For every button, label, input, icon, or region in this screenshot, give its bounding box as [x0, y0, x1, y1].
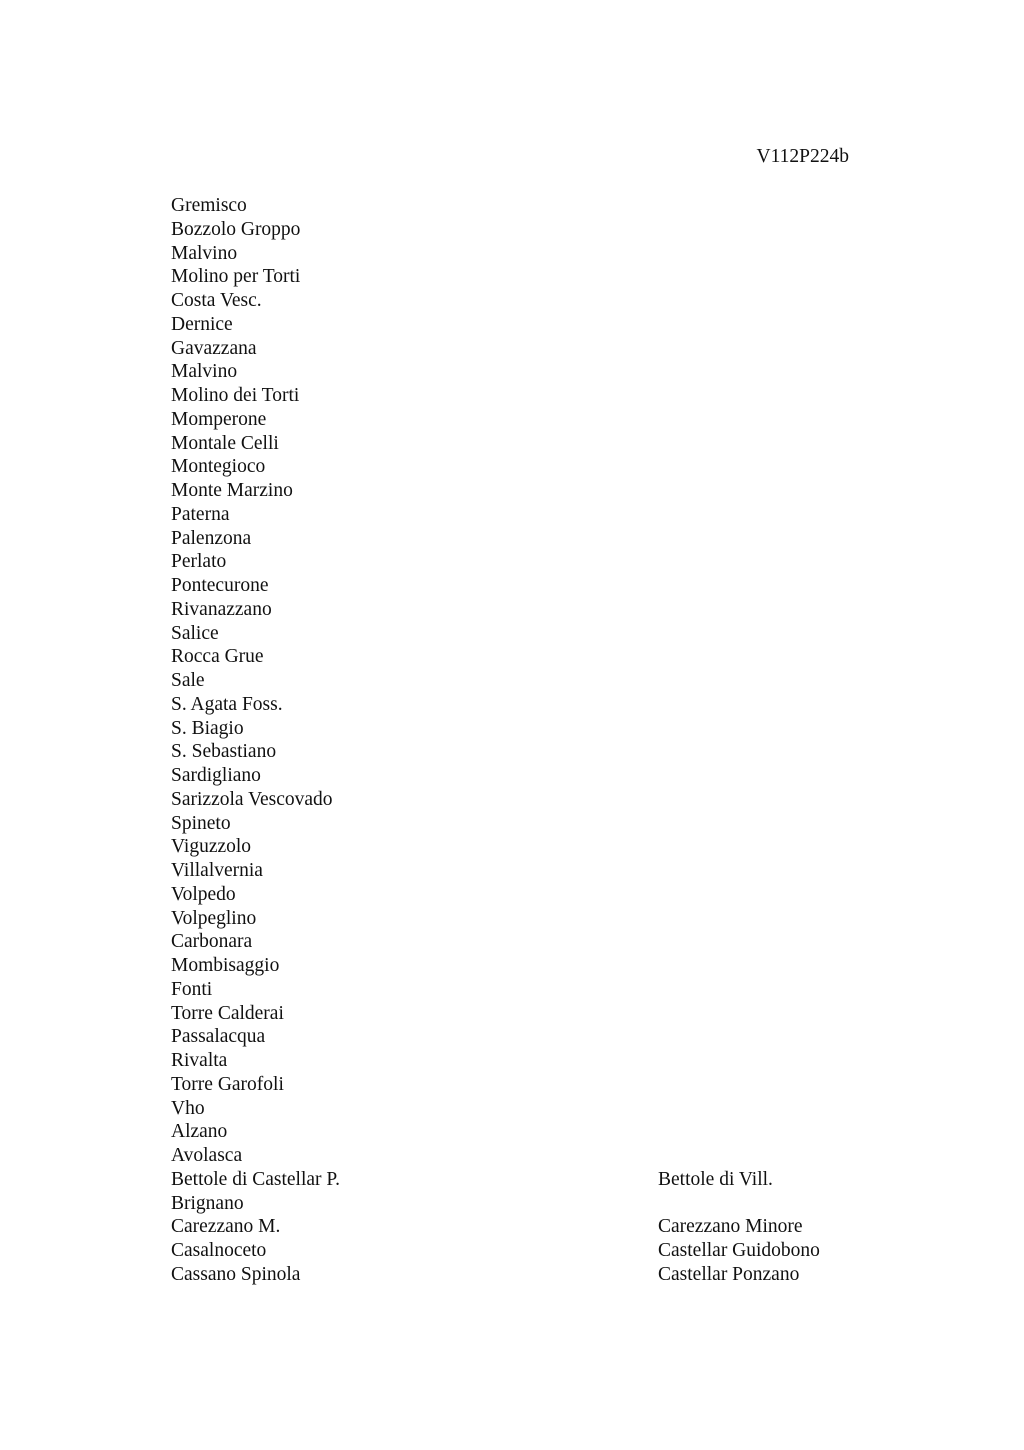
- place-name: Spineto: [171, 812, 231, 834]
- place-name: Passalacqua: [171, 1026, 266, 1048]
- place-name: Torre Garofoli: [171, 1073, 284, 1095]
- alternate-place-name: Bettole di Vill.: [658, 1168, 773, 1190]
- place-name-list: [171, 194, 871, 1287]
- list-row: [171, 764, 871, 788]
- list-row: [171, 503, 871, 527]
- list-row: [171, 1025, 871, 1049]
- list-row: [171, 194, 871, 218]
- list-row: [171, 265, 871, 289]
- list-row: [171, 645, 871, 669]
- place-name: Volpeglino: [171, 907, 257, 929]
- list-row: [171, 1263, 871, 1287]
- list-row: [171, 598, 871, 622]
- place-name: Volpedo: [171, 883, 236, 905]
- page-identifier: V112P224b: [756, 146, 849, 167]
- place-name: Salice: [171, 622, 219, 644]
- place-name: Palenzona: [171, 527, 252, 549]
- list-row: [171, 812, 871, 836]
- alternate-place-name: Castellar Guidobono: [658, 1240, 820, 1261]
- place-name: Monte Marzino: [171, 480, 293, 501]
- list-row: [171, 1049, 871, 1073]
- list-row: [171, 1097, 871, 1121]
- list-row: [171, 1073, 871, 1097]
- place-name: Montegioco: [171, 456, 266, 478]
- place-name: Molino dei Torti: [171, 385, 300, 406]
- place-name: Pontecurone: [171, 575, 269, 596]
- list-row: [171, 1168, 871, 1192]
- list-row: [171, 954, 871, 978]
- list-row: [171, 289, 871, 313]
- list-row: [171, 574, 871, 598]
- place-name: Gremisco: [171, 195, 247, 216]
- list-row: [171, 788, 871, 812]
- place-name: S. Agata Foss.: [171, 693, 283, 715]
- list-row: [171, 622, 871, 646]
- list-row: [171, 479, 871, 503]
- list-row: [171, 1239, 871, 1263]
- place-name: Malvino: [171, 242, 238, 264]
- list-row: [171, 717, 871, 741]
- list-row: [171, 360, 871, 384]
- list-row: [171, 1120, 871, 1144]
- place-name: S. Sebastiano: [171, 741, 277, 763]
- list-row: [171, 550, 871, 574]
- place-name: Brignano: [171, 1192, 244, 1214]
- place-name: Sale: [171, 670, 205, 691]
- list-row: [171, 384, 871, 408]
- place-name: Sardigliano: [171, 765, 261, 786]
- list-row: [171, 1002, 871, 1026]
- place-name: Bozzolo Groppo: [171, 218, 301, 240]
- list-row: [171, 907, 871, 931]
- place-name: Paterna: [171, 503, 230, 525]
- place-name: Carbonara: [171, 931, 253, 953]
- list-row: [171, 1144, 871, 1168]
- place-name: Malvino: [171, 361, 238, 383]
- list-row: [171, 859, 871, 883]
- list-row: [171, 669, 871, 693]
- alternate-place-name: Castellar Ponzano: [658, 1263, 800, 1285]
- place-name: Rivanazzano: [171, 598, 272, 620]
- place-name: Avolasca: [171, 1145, 243, 1166]
- place-name: S. Biagio: [171, 717, 244, 739]
- place-name: Rivalta: [171, 1050, 228, 1071]
- place-name: Alzano: [171, 1121, 228, 1143]
- place-name: Villalvernia: [171, 860, 263, 881]
- place-name: Carezzano M.: [171, 1216, 281, 1238]
- list-row: [171, 1215, 871, 1239]
- place-name: Gavazzana: [171, 337, 257, 359]
- place-name: Momperone: [171, 408, 267, 430]
- place-name: Torre Calderai: [171, 1002, 284, 1024]
- list-row: [171, 242, 871, 266]
- place-name: Sarizzola Vescovado: [171, 788, 333, 810]
- place-name: Mombisaggio: [171, 955, 280, 976]
- place-name: Montale Celli: [171, 432, 279, 454]
- list-row: [171, 337, 871, 361]
- place-name: Casalnoceto: [171, 1240, 267, 1261]
- list-row: [171, 693, 871, 717]
- list-row: [171, 978, 871, 1002]
- list-row: [171, 835, 871, 859]
- place-name: Rocca Grue: [171, 646, 264, 668]
- list-row: [171, 455, 871, 479]
- list-row: [171, 408, 871, 432]
- list-row: [171, 1192, 871, 1216]
- place-name: Vho: [171, 1097, 205, 1119]
- list-row: [171, 432, 871, 456]
- list-row: [171, 527, 871, 551]
- alternate-place-name: Carezzano Minore: [658, 1216, 803, 1238]
- list-row: [171, 218, 871, 242]
- place-name: Dernice: [171, 313, 233, 335]
- place-name: Bettole di Castellar P.: [171, 1168, 340, 1190]
- place-name: Costa Vesc.: [171, 290, 262, 311]
- place-name: Perlato: [171, 551, 227, 573]
- list-row: [171, 930, 871, 954]
- place-name: Viguzzolo: [171, 836, 252, 858]
- list-row: [171, 740, 871, 764]
- list-row: [171, 883, 871, 907]
- place-name: Molino per Torti: [171, 266, 301, 288]
- place-name: Cassano Spinola: [171, 1263, 301, 1285]
- list-row: [171, 313, 871, 337]
- place-name: Fonti: [171, 978, 213, 1000]
